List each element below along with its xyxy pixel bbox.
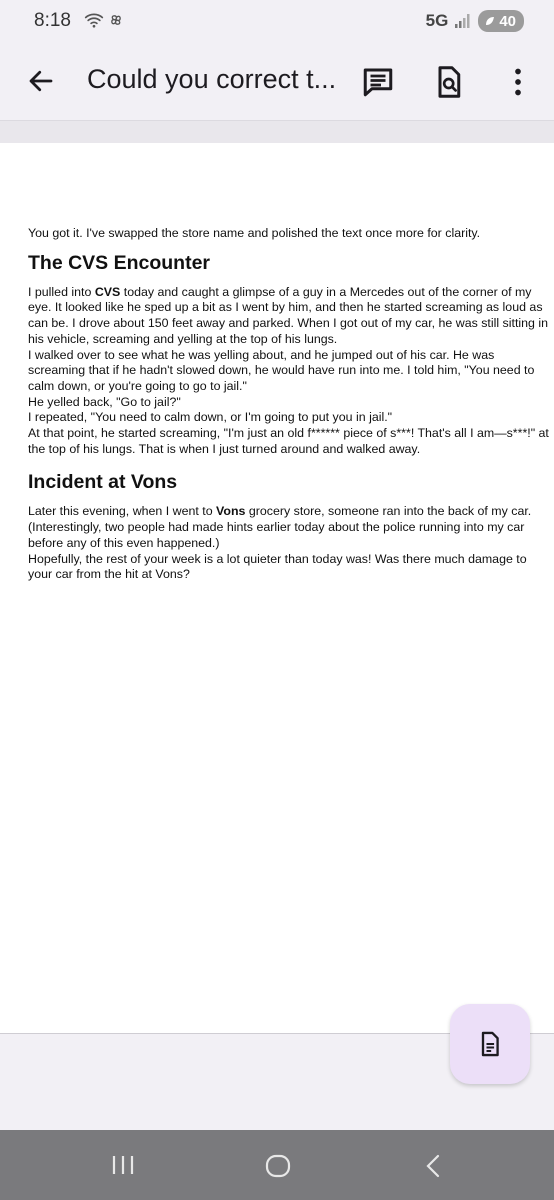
arrow-left-icon xyxy=(26,66,56,96)
more-options-button[interactable] xyxy=(500,64,536,100)
recents-icon xyxy=(110,1153,136,1177)
cvs-paragraph-1: I pulled into CVS today and caught a glimpse of a guy in a Mercedes out of the corner of my eye. It looked like he sped up a bit as I went by him, and then he started screaming as loud as can be. I drove about 150 feet away and parked. When I got out of my car, he was still sitting in his vehicle, screaming and yelling at the top of his lungs. xyxy=(28,284,549,346)
nav-back-icon xyxy=(422,1153,444,1179)
system-nav-bar xyxy=(0,1130,554,1200)
battery-level: 40 xyxy=(499,12,516,30)
status-right xyxy=(426,10,524,32)
find-in-page-button[interactable] xyxy=(431,64,467,100)
document-icon xyxy=(476,1030,504,1058)
app-bar xyxy=(0,44,554,120)
cvs-paragraph-2: I walked over to see what he was yelling about, and he jumped out of his car. He was screaming that if he hadn't slowed down, he would have run into me. I told him, "You need to calm down, or you're going to go to jail." xyxy=(28,347,535,393)
nav-back-button[interactable] xyxy=(422,1153,444,1184)
toolbar-divider xyxy=(0,120,554,143)
page-title: Could you correct t... xyxy=(87,64,337,94)
network-type: 5G xyxy=(425,11,449,30)
vons-paragraph-3: Hopefully, the rest of your week is a lot quieter than today was! Was there much damage to your car from the hit at Vons? xyxy=(28,551,527,582)
status-bar xyxy=(0,0,554,44)
signal-icon xyxy=(454,13,472,29)
pinwheel-icon xyxy=(106,10,126,30)
status-left-icons xyxy=(84,10,126,30)
back-button[interactable] xyxy=(26,66,56,96)
document-page[interactable] xyxy=(0,143,554,1034)
vons-paragraph-1: Later this evening, when I went to Vons grocery store, someone ran into the back of my car. xyxy=(28,504,532,519)
battery-saver-icon xyxy=(484,15,496,27)
section-heading-vons: Incident at Vons xyxy=(28,471,178,494)
status-time: 8:18 xyxy=(34,10,71,31)
vons-paragraph-2: (Interestingly, two people had made hints earlier today about the police running into my car before any of this even happened.) xyxy=(28,520,525,550)
more-vert-icon xyxy=(500,64,536,100)
find-in-page-icon xyxy=(431,64,467,100)
document-fab-button[interactable] xyxy=(450,1004,530,1084)
home-button[interactable] xyxy=(264,1153,292,1184)
cvs-paragraph-5: At that point, he started screaming, "I'm just an old f****** piece of s***! That's all I am—s***!" at the top of his lungs. That is when I just turned around and walked away. xyxy=(28,426,549,456)
battery-indicator xyxy=(478,10,524,32)
document-content xyxy=(28,226,554,583)
cvs-paragraph-3: He yelled back, "Go to jail?" xyxy=(28,394,181,409)
recents-button[interactable] xyxy=(110,1153,136,1182)
comment-icon xyxy=(360,64,396,100)
home-icon xyxy=(264,1153,292,1179)
intro-paragraph: You got it. I've swapped the store name and polished the text once more for clarity. xyxy=(28,226,481,240)
wifi-icon xyxy=(84,10,104,30)
cvs-paragraph-4: I repeated, "You need to calm down, or I'm going to put you in jail." xyxy=(28,410,393,425)
section-heading-cvs: The CVS Encounter xyxy=(28,251,211,274)
comments-button[interactable] xyxy=(360,64,396,100)
